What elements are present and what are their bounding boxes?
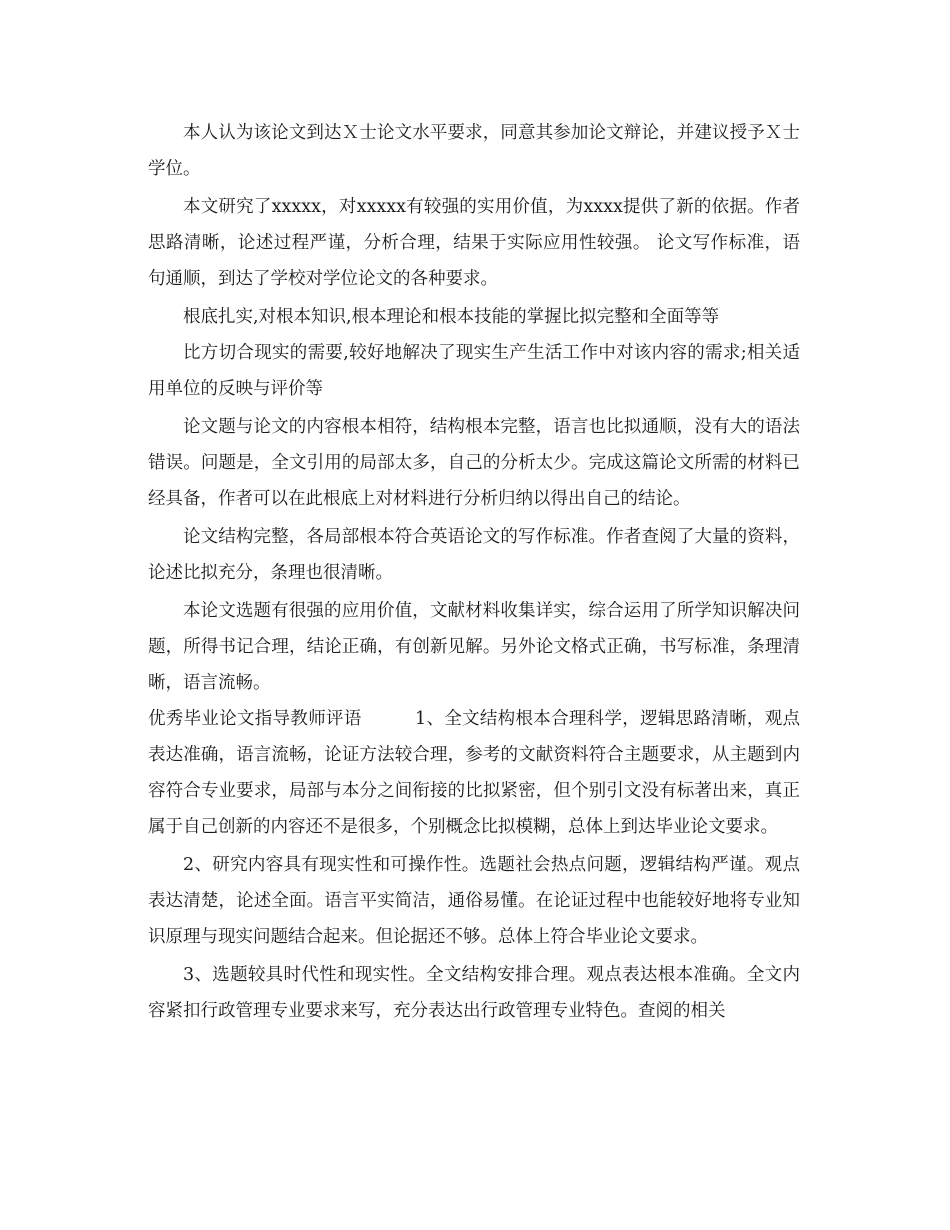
document-body xyxy=(148,115,800,1029)
paragraph-structure-issues: 论文题与论文的内容根本相符，结构根本完整，语言也比拟通顺，没有大的语法错误。问题是，全文引用的局部太多，自己的分析太少。完成这篇论文所需的材料已经具备，作者可以在此根底上对材料进行分析归纳以得出自己的结论。 xyxy=(148,417,800,509)
paragraph-excellent-comment-2: 2、研究内容具有现实性和可操作性。选题社会热点问题，逻辑结构严谨。观点表达清楚，论述全面。语言平实简洁，通俗易懂。在论证过程中也能较好地将专业知识原理与现实问题结合起来。但论据还不够。总体上符合毕业论文要求。 xyxy=(148,855,800,947)
paragraph-application-value: 本论文选题有很强的应用价值，文献材料收集详实，综合运用了所学知识解决问题，所得书记合理，结论正确，有创新见解。另外论文格式正确，书写标准，条理清晰，语言流畅。 xyxy=(148,601,800,693)
paragraph-excellent-comment-1: 优秀毕业论文指导教师评语 1、全文结构根本合理科学，逻辑思路清晰，观点表达准确，语言流畅，论证方法较合理，参考的文献资料符合主题要求，从主题到内容符合专业要求，局部与本分之间衔接的比拟紧密，但个别引文没有标著出来，真正属于自己创新的内容还不是很多，个别概念比拟模糊，总体上到达毕业论文要求。 xyxy=(148,709,800,837)
paragraph-english-thesis: 论文结构完整，各局部根本符合英语论文的写作标准。作者查阅了大量的资料，论述比拟充分，条理也很清晰。 xyxy=(148,527,800,583)
paragraph-excellent-comment-3: 3、选题较具时代性和现实性。全文结构安排合理。观点表达根本准确。全文内容紧扣行政管理专业要求来写，充分表达出行政管理专业特色。查阅的相关 xyxy=(148,965,800,1021)
paragraph-practical-needs: 比方切合现实的需要,较好地解决了现实生产生活工作中对该内容的需求;相关适用单位的反映与评价等 xyxy=(148,343,800,399)
paragraph-foundation: 根底扎实,对根本知识,根本理论和根本技能的掌握比拟完整和全面等等 xyxy=(183,307,720,327)
paragraph-degree-recommendation: 本人认为该论文到达Ｘ士论文水平要求，同意其参加论文辩论，并建议授予Ｘ士学位。 xyxy=(148,123,800,179)
paragraph-research-value: 本文研究了xxxxx，对xxxxx有较强的实用价值，为xxxx提供了新的依据。作者思路清晰，论述过程严谨，分析合理，结果于实际应用性较强。 论文写作标准，语句通顺，到达了学校对学位论文的各种要求。 xyxy=(148,197,800,289)
